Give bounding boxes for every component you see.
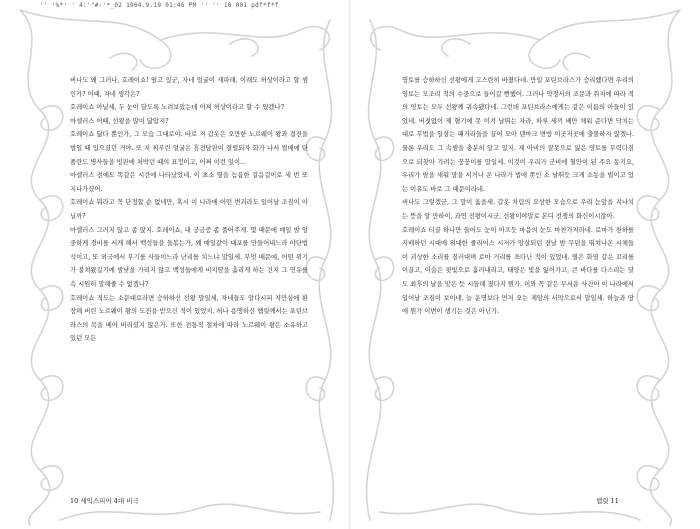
paragraph: 호레이쇼 뭐라고 꼭 단정할 순 없네만, 혹시 이 나라에 어떤 변괴라도 일어날 조짐이 아닐까? bbox=[70, 199, 308, 220]
book-gutter bbox=[349, 0, 351, 529]
paragraph: 버나도 왜 그러나, 호레이쇼! 떨고 있군, 자네 얼굴이 새파래. 이래도 허상이라고 할 셈인가? 어때, 자네 생각은? bbox=[70, 77, 308, 98]
paragraph: 마셀러스 전에도 똑같은 시간에 나타났었네. 이 초소 옆을 늠름한 걸음걸이로 세 번 또 지나가셨어. bbox=[70, 172, 308, 193]
paragraph: 영토를 승하하신 선왕에게 고스란히 바쳤다네. 만일 포틴브라스가 승리했다면 우리의 영토는 모조리 적의 수중으로 들어갈 뻔했어. 그러나 약정서의 조문과 취지에 따라 적의 영토는 모두 선왕께 귀속됐다네. 그런데 포틴브라스에게는 같은 이름의 아들이 있었네. 버젓없이 제 혈기에 못 이겨 날뛰는 자라, 하루 세끼 배만 채워 준다면 닥치는 대로 무법을 일삼는 패거리들을 끌어 모아 덴마크 변방 이곳저곳에 출몰하지 않겠나. 물론 우리도 그 속셈을 충분히 알고 있지. 제 아비의 잘못으로 잃은 영토를 무력다짐으로 되찾아 가려는 꿍꿍이를 말일세. 이것이 우리가 군비에 혈안이 된 주요 동기요, 우리가 밤을 새워 망을 서거나 온 나라가 법에 쫏인 소 날뛰듯 크게 소동을 벌이고 있는 이유도 바로 그 때문이라네. bbox=[402, 77, 634, 193]
print-header: '' '%*' ' 4:'"#-'*_02 1904.9.19 01:46 PM '' '' 10 001 pdf*f*f bbox=[40, 2, 279, 9]
paragraph: 호레이쇼 적도는 소문대로라면 승하하신 선왕 말일세, 자네들도 알다시피 자만심에 환장해 버린 노르웨이 왕의 도전을 받으신 적이 있었지. 허나 용맹하신 햄릿께서는 포틴브라스의 목을 베어 버리셨지 않은가. 또한 전통적 절차에 따라 노르웨이 왕은 소유하고 있던 모든 bbox=[70, 294, 308, 343]
paragraph: 호레이쇼 닮다 뿐인가, 그 모습 그대로야. 바로 저 갑옷은 오만한 노르웨이 왕과 결전을 벌일 때 입으셨던 거야. 또 저 찌푸린 얼굴은 휴전담판이 결렬되자 화가 나서 썰매에 탄 폴란드 병사들을 빙판에 처박던 때의 표정이고, 어쩌 이런 일이... bbox=[70, 131, 308, 166]
right-page-body bbox=[402, 74, 634, 319]
left-page-body bbox=[70, 74, 308, 346]
paragraph: 호레이쇼 티끌 하나만 들어도 눈이 아프듯 마음의 눈도 마찬가지라네. 로마가 천하를 지배하던 시대에 위대한 줄리어스 시저가 암살되던 전날 밤 무덤을 뛰쳐나온 시체들이 괴상한 소리를 질러대며 로마 거리를 쏘다닌 적이 있었네. 별은 화염 같은 꼬리를 이끌고, 이슬은 핏빛으로 흘러내리고, 태양은 빛을 잃어가고, 큰 바다를 다스리는 달도 최후의 날을 맞은 듯 시들해 졌다지 뭔가. 이와 꼭 같은 무서운 사건이 이 나라에서 일어날 조짐이 보이네. 늘 운명보다 먼저 오는 재앙의 서막으로서 말일세. 하늘과 땅에 뭔가 이변이 생기는 것은 아닌가. bbox=[402, 226, 634, 316]
paragraph: 버나도 그렇겠군, 그 말이 옳을세. 갑옷 차림의 요상한 모습으로 우리 눈앞을 지나치는 뜻을 알 만하이, 과연 선왕이시군, 선왕이야말로 본디 전쟁의 화신이시잖아. bbox=[402, 199, 634, 220]
paragraph: 마셀러스 어때, 선왕을 많이 닮았지? bbox=[70, 117, 169, 125]
paragraph: 호레이쇼 아닐세, 두 눈이 달도록 노려보았는데 어찌 허상이라고 할 수 있겠나? bbox=[70, 104, 284, 112]
left-page-footer: 10 세익스피어 4대 비극 bbox=[70, 497, 139, 505]
paragraph: 마셀러스 그러지 앉고 좀 앉지. 호레이쇼, 내 궁금증 좀 풀어주게. 몇 때문에 매일 밤 엄중하게 경비를 서게 해서 백성들을 들볶는가, 왜 매일같이 대포를 만들어내느라 야단법석이고, 또 외국에서 무기를 사들이느라 난리를 치느냐 말일세. 무엇 때문에, 어떤 위기가 불쳐왔길기에 밤낮을 가리지 않고 백성들에게 비지땀을 흘리게 하는 건지 그 연유를 속 시원히 말해줄 수 없겠나? bbox=[70, 226, 308, 288]
right-page-footer: 햄릿 11 bbox=[596, 497, 619, 505]
